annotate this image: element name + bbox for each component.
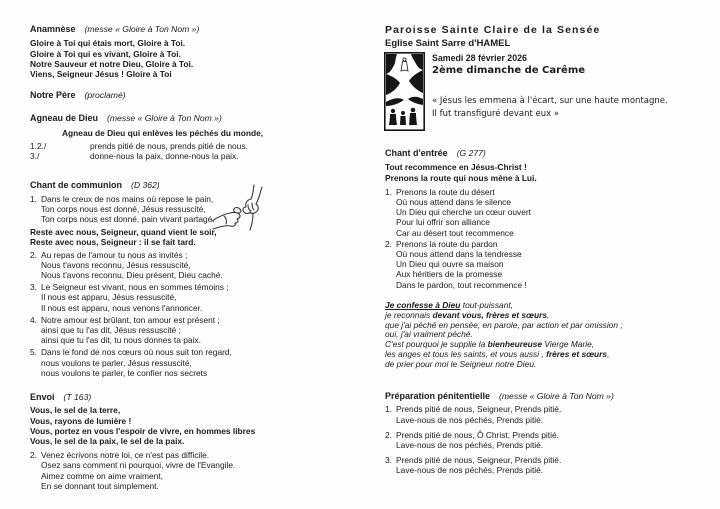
verse-line: Le Seigneur est vivant, nous en sommes témoins ;	[41, 282, 229, 293]
verse-line: Aux héritiers de la promesse	[396, 269, 503, 280]
refrain-line: Vous, rayons de lumière !	[30, 415, 132, 426]
verse-line: Il nous est apparu, nous venons l'annoncer.	[41, 302, 203, 313]
verse-number: 2.	[30, 450, 37, 461]
confiteor-prayer	[385, 301, 713, 370]
communion-verse-3	[30, 282, 346, 313]
verse-line: Où nous attend dans le silence	[396, 196, 512, 207]
agneau-response-row	[30, 151, 346, 161]
verse-number: 4.	[30, 314, 37, 325]
feast-title: 2ème dimanche de Carême	[432, 65, 586, 76]
agneau-mass-ref: (messe « Gloire à Ton Nom »)	[107, 113, 222, 124]
communion-song-ref: (D 362)	[131, 180, 160, 191]
right-column	[385, 24, 713, 476]
item-line: Prends pitié de nous, Ô Christ, Prends pitié.	[396, 429, 559, 440]
response-text: donne-nous la paix, donne-nous la paix.	[90, 151, 239, 162]
section-penitentielle-heading	[385, 391, 713, 401]
verse-line: Dans le creux de nos mains où repose le pain,	[41, 193, 214, 204]
section-envoi-heading	[30, 392, 346, 402]
section-notre-pere-heading	[30, 90, 346, 100]
item-line: Lave-nous de nos péchés, Prends pitié.	[396, 414, 544, 425]
section-agneau-heading	[30, 113, 346, 123]
verse-line: Prenons la route du pardon	[396, 238, 498, 249]
section-anamnese-heading	[30, 24, 346, 34]
hands-breaking-bread-illustration	[210, 183, 268, 239]
verse-number: 2.	[30, 249, 37, 260]
penitentielle-item-3	[385, 455, 713, 475]
envoi-song-ref: (T 163)	[63, 392, 92, 403]
verse-line: Aimez comme on aime vraiment,	[41, 470, 163, 481]
verse-line: Un Dieu qui ouvre sa maison	[396, 259, 504, 270]
verse-number: 1.	[385, 186, 392, 197]
anamnese-mass-ref: (messe « Gloire à Ton Nom »)	[84, 24, 200, 34]
verse-line: Notre amour est brûlant, ton amour est présent ;	[41, 314, 220, 325]
verse-line: Car au désert tout recommence	[396, 227, 514, 238]
agneau-response-row	[30, 141, 346, 151]
entree-verse-2	[385, 239, 713, 290]
verse-line: Ton corps nous est donné, pain vivant partagé.	[41, 214, 215, 225]
verse-line: Nous t'avons reconnu, Dieu présent, Dieu caché.	[41, 270, 223, 281]
communion-verse-2	[30, 250, 346, 281]
item-line: Lave-nous de nos péchés, Prends pitié.	[396, 465, 544, 476]
envoi-refrain	[30, 405, 346, 446]
item-number: 3.	[385, 455, 392, 466]
section-entree-heading	[385, 148, 713, 158]
verse-line: Osez sans comment ni pourquoi, vivre de l'Evangile.	[41, 460, 236, 471]
agneau-title: Agneau de Dieu	[30, 113, 99, 124]
verse-line: Au repas de l'amour tu nous as invités ;	[41, 249, 188, 260]
quote-line: Il fut transfiguré devant eux »	[432, 109, 560, 119]
prayer-line: les anges et tous les saints, et vous aussi , frères et sœurs,	[385, 349, 610, 360]
penitentielle-mass-ref: (messe « Gloire à Ton Nom »)	[499, 391, 614, 402]
anamnese-title: Anamnèse	[30, 24, 76, 34]
entree-song-ref: (G 277)	[456, 148, 486, 158]
transfiguration-illustration	[384, 52, 425, 131]
verse-line: ainsi que tu l'as dit, Jésus ressuscité ;	[41, 325, 181, 336]
left-column	[30, 24, 346, 491]
verse-line: Prenons la route du désert	[396, 186, 495, 197]
refrain-line: Reste avec nous, Seigneur, quand vient le soir,	[30, 227, 217, 238]
stanza-line: Gloire à Toi qui es vivant, Gloire à Toi.	[30, 48, 181, 59]
refrain-line: Reste avec nous, Seigneur : il se fait tard.	[30, 237, 196, 248]
refrain-line: Vous, portez en vous l'espoir de vivre, en hommes libres	[30, 425, 256, 436]
verse-line: Un Dieu qui cherche un cœur ouvert	[396, 207, 531, 218]
notre-pere-ref: (proclamé)	[84, 90, 126, 101]
agneau-responses	[30, 141, 346, 161]
section-communion-heading	[30, 180, 346, 190]
entree-verse-1	[385, 187, 713, 238]
verse-line: ainsi que tu l'as dit, tu nous donnes ta paix.	[41, 335, 201, 346]
penitentielle-item-1	[385, 404, 713, 424]
agneau-intro-line: Agneau de Dieu qui enlèves les péchés du monde,	[62, 127, 264, 138]
verse-line: nous voulons te parler, Jésus ressuscité,	[41, 357, 192, 368]
verse-number: 3.	[30, 282, 37, 293]
church-name: Eglise Saint Sarre d'HAMEL	[385, 38, 511, 49]
refrain-line: Vous, le sel de la paix, le sel de la paix.	[30, 435, 185, 446]
item-number: 1.	[385, 404, 392, 415]
refrain-line: Tout recommence en Jésus-Christ !	[385, 162, 527, 173]
verse-line: Dans le fond de nos cœurs où nous suit ton regard,	[41, 347, 232, 358]
celebration-date: Samedi 28 février 2026	[432, 53, 527, 63]
prayer-line: Je confesse à Dieu tout-puissant,	[385, 299, 514, 310]
prayer-line: je reconnais devant vous, frères et sœurs,	[385, 309, 550, 320]
stanza-line: Viens, Seigneur Jésus ! Gloire à Toi	[30, 68, 172, 79]
refrain-line: Prenons la route qui nous mène à Lui.	[385, 172, 537, 183]
verse-line: Venez écrivons notre loi, ce n'est pas difficile.	[41, 450, 210, 461]
verse-number: 1.	[30, 193, 37, 204]
refrain-line: Vous, le sel de la terre,	[30, 405, 121, 416]
stanza-line: Gloire à Toi qui étais mort, Gloire à Toi.	[30, 38, 186, 49]
prayer-line: C'est pourquoi je supplie la bienheureuse Vierge Marie,	[385, 339, 595, 350]
response-text: prends pitié de nous, prends pitié de nous.	[90, 140, 248, 151]
stanza-line: Notre Sauveur et notre Dieu, Gloire à Toi.	[30, 58, 194, 69]
envoi-title: Envoi	[30, 392, 55, 403]
verse-line: Dans le pardon, tout recommence !	[396, 279, 527, 290]
entree-refrain	[385, 162, 713, 182]
notre-pere-title: Notre Père	[30, 90, 76, 101]
item-line: Prends pitié de nous, Seigneur, Prends pitié.	[396, 455, 562, 466]
verse-line: Il nous est apparu, Jésus ressuscité,	[41, 292, 177, 303]
response-number: 1.2./	[30, 140, 47, 151]
envoi-verse-2	[30, 450, 346, 491]
prayer-line: de prier pour moi le Seigneur notre Dieu.	[385, 359, 537, 370]
verse-number: 2.	[385, 238, 392, 249]
prayer-line: oui, j'ai vraiment péché.	[385, 329, 473, 340]
parish-name: Paroisse Sainte Claire de la Sensée	[385, 24, 601, 36]
anamnese-stanza	[30, 38, 346, 79]
response-number: 3./	[30, 151, 40, 162]
verse-line: Ton corps nous est donné, Jésus ressuscité,	[41, 203, 206, 214]
item-number: 2.	[385, 429, 392, 440]
item-line: Prends pitié de nous, Seigneur, Prends pitié.	[396, 404, 562, 415]
communion-verse-5	[30, 347, 346, 378]
quote-line: « Jésus les emmena à l'écart, sur une haute montagne.	[432, 96, 668, 106]
communion-refrain	[30, 227, 346, 247]
penitentielle-title: Préparation pénitentielle	[385, 391, 491, 402]
prayer-line: que j'ai péché en pensée, en parole, par action et par omission ;	[385, 319, 623, 330]
verse-line: Nous t'avons reconnu, Jésus ressuscité,	[41, 259, 191, 270]
entree-title: Chant d'entrée	[385, 148, 448, 158]
gospel-quote	[432, 95, 713, 121]
communion-verse-4	[30, 315, 346, 346]
communion-verse-1	[30, 194, 346, 225]
verse-number: 5.	[30, 347, 37, 358]
verse-line: En se donnant tout simplement.	[41, 480, 159, 491]
verse-line: Pour lui offrir son alliance	[396, 217, 490, 228]
item-line: Lave-nous de nos péchés, Prends pitié.	[396, 439, 544, 450]
penitentielle-item-2	[385, 430, 713, 450]
celebration-header	[432, 53, 713, 121]
verse-line: nous voulons te parler, te confier nos secrets	[41, 367, 208, 378]
verse-line: Où nous attend dans la tendresse	[396, 248, 522, 259]
communion-title: Chant de communion	[30, 180, 122, 191]
